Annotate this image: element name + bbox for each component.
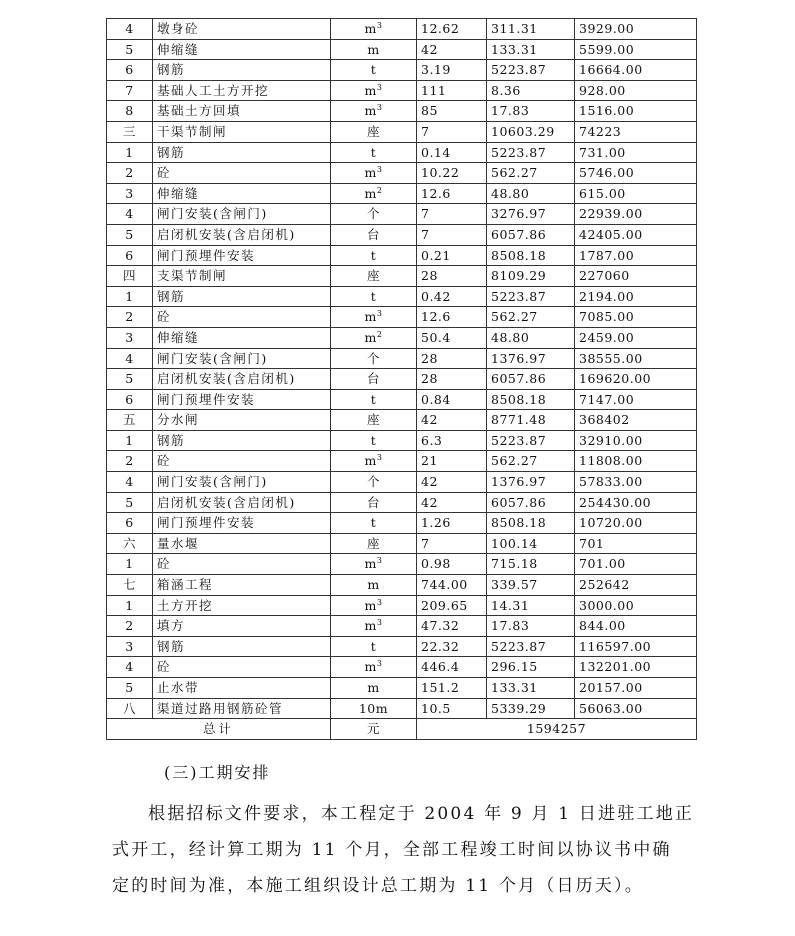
row-number: 三 bbox=[107, 121, 153, 142]
quantity: 42 bbox=[417, 472, 487, 493]
amount: 169620.00 bbox=[575, 369, 697, 390]
item-name: 闸门安装(含闸门) bbox=[153, 204, 331, 225]
table-row bbox=[107, 163, 697, 184]
quantity: 21 bbox=[417, 451, 487, 472]
quantity: 12.6 bbox=[417, 307, 487, 328]
unit-price: 6057.86 bbox=[487, 492, 575, 513]
row-number: 2 bbox=[107, 163, 153, 184]
table-row bbox=[107, 369, 697, 390]
row-number: 1 bbox=[107, 286, 153, 307]
cost-table-container bbox=[106, 18, 696, 740]
item-name: 钢筋 bbox=[153, 636, 331, 657]
unit-price: 562.27 bbox=[487, 163, 575, 184]
amount: 928.00 bbox=[575, 80, 697, 101]
paragraph-line-1: 根据招标文件要求，本工程定于 2004 年 9 月 1 日进驻工地正 bbox=[148, 804, 695, 824]
table-row bbox=[107, 636, 697, 657]
unit-price: 5223.87 bbox=[487, 60, 575, 81]
row-number: 7 bbox=[107, 80, 153, 101]
unit-price: 5223.87 bbox=[487, 430, 575, 451]
amount: 74223 bbox=[575, 121, 697, 142]
item-name: 量水堰 bbox=[153, 533, 331, 554]
item-name: 钢筋 bbox=[153, 142, 331, 163]
row-number: 5 bbox=[107, 39, 153, 60]
quantity: 0.14 bbox=[417, 142, 487, 163]
amount: 252642 bbox=[575, 575, 697, 596]
row-number: 四 bbox=[107, 266, 153, 287]
amount: 2459.00 bbox=[575, 327, 697, 348]
amount: 10720.00 bbox=[575, 513, 697, 534]
table-row bbox=[107, 80, 697, 101]
unit-price: 5223.87 bbox=[487, 142, 575, 163]
amount: 2194.00 bbox=[575, 286, 697, 307]
unit: $m^3$ bbox=[331, 80, 417, 101]
quantity: 151.2 bbox=[417, 678, 487, 699]
row-number: 4 bbox=[107, 204, 153, 225]
item-name: 启闭机安装(含启闭机) bbox=[153, 492, 331, 513]
unit-price: 562.27 bbox=[487, 307, 575, 328]
row-number: 六 bbox=[107, 533, 153, 554]
quantity: 7 bbox=[417, 121, 487, 142]
unit: $m^3$ bbox=[331, 19, 417, 40]
item-name: 分水闸 bbox=[153, 410, 331, 431]
row-number: 6 bbox=[107, 513, 153, 534]
unit: t bbox=[331, 513, 417, 534]
unit-price: 100.14 bbox=[487, 533, 575, 554]
unit: m bbox=[331, 575, 417, 596]
quantity: 42 bbox=[417, 492, 487, 513]
table-row bbox=[107, 554, 697, 575]
amount: 3929.00 bbox=[575, 19, 697, 40]
row-number: 2 bbox=[107, 307, 153, 328]
quantity: 744.00 bbox=[417, 575, 487, 596]
item-name: 钢筋 bbox=[153, 60, 331, 81]
quantity: 7 bbox=[417, 204, 487, 225]
item-name: 闸门预埋件安装 bbox=[153, 513, 331, 534]
quantity: 42 bbox=[417, 410, 487, 431]
row-number: 5 bbox=[107, 224, 153, 245]
unit-price: 48.80 bbox=[487, 327, 575, 348]
amount: 3000.00 bbox=[575, 595, 697, 616]
amount: 254430.00 bbox=[575, 492, 697, 513]
unit-price: 133.31 bbox=[487, 39, 575, 60]
unit: 座 bbox=[331, 266, 417, 287]
amount: 368402 bbox=[575, 410, 697, 431]
amount: 42405.00 bbox=[575, 224, 697, 245]
table-row bbox=[107, 39, 697, 60]
item-name: 支渠节制闸 bbox=[153, 266, 331, 287]
quantity: 42 bbox=[417, 39, 487, 60]
quantity: 0.42 bbox=[417, 286, 487, 307]
unit: 台 bbox=[331, 224, 417, 245]
table-row bbox=[107, 513, 697, 534]
row-number: 五 bbox=[107, 410, 153, 431]
amount: 20157.00 bbox=[575, 678, 697, 699]
item-name: 砼 bbox=[153, 657, 331, 678]
quantity: 7 bbox=[417, 224, 487, 245]
item-name: 渠道过路用钢筋砼管 bbox=[153, 698, 331, 719]
table-row bbox=[107, 430, 697, 451]
unit: 个 bbox=[331, 472, 417, 493]
unit: t bbox=[331, 60, 417, 81]
row-number: 4 bbox=[107, 472, 153, 493]
item-name: 闸门安装(含闸门) bbox=[153, 472, 331, 493]
unit: t bbox=[331, 286, 417, 307]
row-number: 5 bbox=[107, 492, 153, 513]
table-row bbox=[107, 327, 697, 348]
row-number: 4 bbox=[107, 19, 153, 40]
item-name: 砼 bbox=[153, 163, 331, 184]
quantity: 209.65 bbox=[417, 595, 487, 616]
item-name: 伸缩缝 bbox=[153, 39, 331, 60]
quantity: 10.5 bbox=[417, 698, 487, 719]
item-name: 墩身砼 bbox=[153, 19, 331, 40]
quantity: 0.98 bbox=[417, 554, 487, 575]
unit: $m^2$ bbox=[331, 183, 417, 204]
quantity: 12.62 bbox=[417, 19, 487, 40]
unit-price: 296.15 bbox=[487, 657, 575, 678]
table-row bbox=[107, 286, 697, 307]
total-label: 总计 bbox=[107, 719, 331, 740]
item-name: 启闭机安装(含启闭机) bbox=[153, 224, 331, 245]
table-row bbox=[107, 60, 697, 81]
quantity: 28 bbox=[417, 348, 487, 369]
quantity: 50.4 bbox=[417, 327, 487, 348]
table-row bbox=[107, 389, 697, 410]
table-row bbox=[107, 224, 697, 245]
table-row bbox=[107, 533, 697, 554]
quantity: 22.32 bbox=[417, 636, 487, 657]
cost-table-body bbox=[107, 19, 697, 740]
table-row bbox=[107, 451, 697, 472]
row-number: 3 bbox=[107, 636, 153, 657]
item-name: 启闭机安装(含启闭机) bbox=[153, 369, 331, 390]
unit: 座 bbox=[331, 533, 417, 554]
amount: 615.00 bbox=[575, 183, 697, 204]
item-name: 干渠节制闸 bbox=[153, 121, 331, 142]
amount: 57833.00 bbox=[575, 472, 697, 493]
schedule-paragraph bbox=[112, 796, 722, 904]
item-name: 闸门预埋件安装 bbox=[153, 389, 331, 410]
row-number: 4 bbox=[107, 348, 153, 369]
row-number: 八 bbox=[107, 698, 153, 719]
amount: 1516.00 bbox=[575, 101, 697, 122]
unit-price: 8508.18 bbox=[487, 389, 575, 410]
unit-price: 17.83 bbox=[487, 616, 575, 637]
unit: $m^3$ bbox=[331, 616, 417, 637]
table-row bbox=[107, 101, 697, 122]
unit-price: 6057.86 bbox=[487, 369, 575, 390]
table-row bbox=[107, 492, 697, 513]
unit: 座 bbox=[331, 410, 417, 431]
item-name: 止水带 bbox=[153, 678, 331, 699]
amount: 844.00 bbox=[575, 616, 697, 637]
unit-price: 48.80 bbox=[487, 183, 575, 204]
quantity: 1.26 bbox=[417, 513, 487, 534]
unit-price: 8508.18 bbox=[487, 245, 575, 266]
table-row bbox=[107, 204, 697, 225]
table-row bbox=[107, 678, 697, 699]
table-row bbox=[107, 266, 697, 287]
quantity: 0.84 bbox=[417, 389, 487, 410]
item-name: 闸门预埋件安装 bbox=[153, 245, 331, 266]
table-row bbox=[107, 183, 697, 204]
item-name: 箱涵工程 bbox=[153, 575, 331, 596]
row-number: 1 bbox=[107, 142, 153, 163]
unit-price: 339.57 bbox=[487, 575, 575, 596]
item-name: 基础人工土方开挖 bbox=[153, 80, 331, 101]
unit: $m^3$ bbox=[331, 307, 417, 328]
unit-price: 17.83 bbox=[487, 101, 575, 122]
row-number: 5 bbox=[107, 369, 153, 390]
table-row bbox=[107, 307, 697, 328]
amount: 16664.00 bbox=[575, 60, 697, 81]
amount: 701 bbox=[575, 533, 697, 554]
unit-price: 562.27 bbox=[487, 451, 575, 472]
amount: 38555.00 bbox=[575, 348, 697, 369]
unit-price: 8771.48 bbox=[487, 410, 575, 431]
row-number: 2 bbox=[107, 451, 153, 472]
row-number: 1 bbox=[107, 430, 153, 451]
unit-price: 8109.29 bbox=[487, 266, 575, 287]
row-number: 6 bbox=[107, 60, 153, 81]
unit-price: 1376.97 bbox=[487, 472, 575, 493]
unit-price: 3276.97 bbox=[487, 204, 575, 225]
item-name: 土方开挖 bbox=[153, 595, 331, 616]
unit: t bbox=[331, 245, 417, 266]
amount: 116597.00 bbox=[575, 636, 697, 657]
item-name: 砼 bbox=[153, 307, 331, 328]
row-number: 2 bbox=[107, 616, 153, 637]
unit: 个 bbox=[331, 204, 417, 225]
item-name: 填方 bbox=[153, 616, 331, 637]
paragraph-line-2: 式开工，经计算工期为 11 个月，全部工程竣工时间以协议书中确 bbox=[112, 840, 672, 860]
amount: 132201.00 bbox=[575, 657, 697, 678]
unit: 座 bbox=[331, 121, 417, 142]
unit: 台 bbox=[331, 492, 417, 513]
unit-price: 5223.87 bbox=[487, 286, 575, 307]
table-row bbox=[107, 245, 697, 266]
unit: 台 bbox=[331, 369, 417, 390]
quantity: 47.32 bbox=[417, 616, 487, 637]
amount: 11808.00 bbox=[575, 451, 697, 472]
row-number: 4 bbox=[107, 657, 153, 678]
unit-price: 311.31 bbox=[487, 19, 575, 40]
item-name: 闸门安装(含闸门) bbox=[153, 348, 331, 369]
item-name: 基础土方回填 bbox=[153, 101, 331, 122]
quantity: 446.4 bbox=[417, 657, 487, 678]
row-number: 8 bbox=[107, 101, 153, 122]
unit: $m^3$ bbox=[331, 595, 417, 616]
table-row bbox=[107, 595, 697, 616]
amount: 701.00 bbox=[575, 554, 697, 575]
row-number: 6 bbox=[107, 245, 153, 266]
quantity: 28 bbox=[417, 266, 487, 287]
amount: 56063.00 bbox=[575, 698, 697, 719]
quantity: 12.6 bbox=[417, 183, 487, 204]
table-row bbox=[107, 19, 697, 40]
unit: 个 bbox=[331, 348, 417, 369]
unit: $m^3$ bbox=[331, 657, 417, 678]
unit: $m^3$ bbox=[331, 163, 417, 184]
unit: $m^3$ bbox=[331, 554, 417, 575]
total-unit: 元 bbox=[331, 719, 417, 740]
unit-price: 133.31 bbox=[487, 678, 575, 699]
amount: 5746.00 bbox=[575, 163, 697, 184]
unit-price: 8.36 bbox=[487, 80, 575, 101]
row-number: 七 bbox=[107, 575, 153, 596]
table-row bbox=[107, 410, 697, 431]
unit: t bbox=[331, 636, 417, 657]
unit-price: 715.18 bbox=[487, 554, 575, 575]
item-name: 钢筋 bbox=[153, 286, 331, 307]
amount: 22939.00 bbox=[575, 204, 697, 225]
unit: 10m bbox=[331, 698, 417, 719]
quantity: 111 bbox=[417, 80, 487, 101]
row-number: 3 bbox=[107, 327, 153, 348]
table-row bbox=[107, 348, 697, 369]
unit-price: 14.31 bbox=[487, 595, 575, 616]
quantity: 10.22 bbox=[417, 163, 487, 184]
cost-table bbox=[106, 18, 697, 740]
unit-price: 10603.29 bbox=[487, 121, 575, 142]
table-row bbox=[107, 575, 697, 596]
amount: 227060 bbox=[575, 266, 697, 287]
item-name: 砼 bbox=[153, 554, 331, 575]
quantity: 6.3 bbox=[417, 430, 487, 451]
quantity: 85 bbox=[417, 101, 487, 122]
unit: $m^3$ bbox=[331, 451, 417, 472]
quantity: 3.19 bbox=[417, 60, 487, 81]
quantity: 28 bbox=[417, 369, 487, 390]
amount: 731.00 bbox=[575, 142, 697, 163]
item-name: 伸缩缝 bbox=[153, 183, 331, 204]
unit: t bbox=[331, 142, 417, 163]
item-name: 砼 bbox=[153, 451, 331, 472]
unit: m bbox=[331, 678, 417, 699]
paragraph-line-3: 定的时间为准，本施工组织设计总工期为 11 个月（日历天）。 bbox=[112, 876, 644, 896]
amount: 5599.00 bbox=[575, 39, 697, 60]
item-name: 钢筋 bbox=[153, 430, 331, 451]
amount: 7147.00 bbox=[575, 389, 697, 410]
amount: 7085.00 bbox=[575, 307, 697, 328]
unit-price: 5339.29 bbox=[487, 698, 575, 719]
total-row bbox=[107, 719, 697, 740]
total-value: 1594257 bbox=[417, 719, 697, 740]
table-row bbox=[107, 142, 697, 163]
unit-price: 6057.86 bbox=[487, 224, 575, 245]
unit: m bbox=[331, 39, 417, 60]
amount: 1787.00 bbox=[575, 245, 697, 266]
table-row bbox=[107, 698, 697, 719]
amount: 32910.00 bbox=[575, 430, 697, 451]
unit: t bbox=[331, 430, 417, 451]
row-number: 3 bbox=[107, 183, 153, 204]
item-name: 伸缩缝 bbox=[153, 327, 331, 348]
unit: $m^3$ bbox=[331, 101, 417, 122]
unit-price: 1376.97 bbox=[487, 348, 575, 369]
unit-price: 5223.87 bbox=[487, 636, 575, 657]
table-row bbox=[107, 657, 697, 678]
unit-price: 8508.18 bbox=[487, 513, 575, 534]
unit: t bbox=[331, 389, 417, 410]
section-title: (三)工期安排 bbox=[164, 763, 271, 782]
unit: $m^2$ bbox=[331, 327, 417, 348]
table-row bbox=[107, 616, 697, 637]
table-row bbox=[107, 472, 697, 493]
row-number: 5 bbox=[107, 678, 153, 699]
quantity: 0.21 bbox=[417, 245, 487, 266]
table-row bbox=[107, 121, 697, 142]
row-number: 1 bbox=[107, 554, 153, 575]
row-number: 6 bbox=[107, 389, 153, 410]
row-number: 1 bbox=[107, 595, 153, 616]
quantity: 7 bbox=[417, 533, 487, 554]
